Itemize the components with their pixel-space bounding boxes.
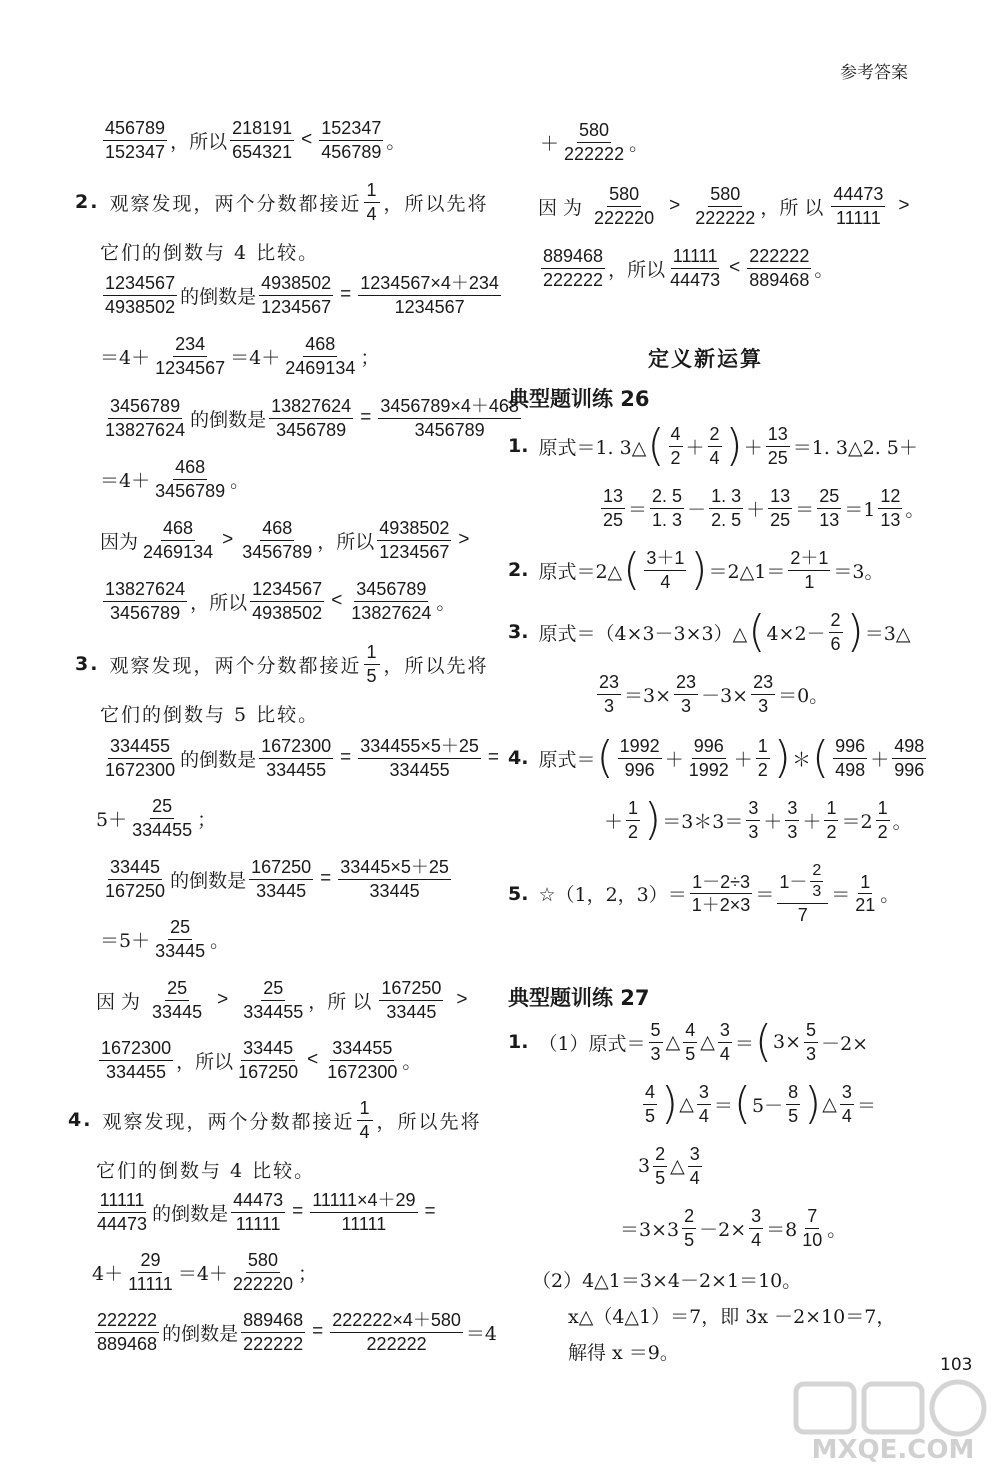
bracket: )	[690, 544, 708, 596]
fraction: $\frac{2+1}{1}$	[790, 548, 829, 592]
fraction: $\frac{5}{3}$	[650, 1020, 661, 1064]
s1-cont: $\frac{4}{5}$ ) △ $\frac{3}{4}$ ＝ ( 5－ $\frac{8}{5}$ ) △ $\frac{3}{4}$ ＝	[645, 1078, 876, 1130]
watermark-logo	[788, 1378, 998, 1466]
bracket: (	[754, 1016, 773, 1068]
page-number: 103	[940, 1355, 973, 1375]
fraction: $\frac{4}{2}$	[670, 424, 681, 468]
operator: =	[424, 1201, 436, 1223]
fraction: $\frac{3}{4}$	[698, 1082, 709, 1126]
fraction: $\frac{4}{5}$	[685, 1020, 696, 1064]
fraction: $\frac{498}{996}$	[894, 736, 925, 780]
fraction: $\frac{44473}{11111}$	[233, 1190, 284, 1234]
line-l8: $\frac{13827624}{3456789}$ ，所以 $\frac{1234567}{4938502}$ < $\frac{3456789}{13827624}$ 。	[105, 579, 456, 623]
s1: 1. （1）原式＝ $\frac{5}{3}$ △ $\frac{4}{5}$ △ $\frac{3}{4}$ ＝ ( 3× $\frac{5}{3}$ －2×	[508, 1016, 869, 1068]
line-l14: 因 为 $\frac{25}{33445}$ > $\frac{25}{334455}$ ，所 以 $\frac{167250}{33445}$ >	[96, 978, 468, 1022]
fraction: $\frac{1}{2}$	[877, 798, 888, 842]
operator: >	[217, 989, 229, 1011]
bracket: )	[661, 1078, 679, 1130]
line-l3: $\frac{1234567}{4938502}$ 的倒数是 $\frac{4938502}{1234567}$ = $\frac{1234567\times 4+234}{1234567}$	[105, 273, 499, 317]
operator: =	[312, 1321, 324, 1343]
item-number: 1.	[508, 435, 529, 458]
fraction: $\frac{3}{3}$	[787, 798, 798, 842]
fraction: $\frac{468}{3456789}$	[155, 457, 226, 501]
fraction: $\frac{334455}{1672300}$	[327, 1038, 398, 1082]
fraction: $\frac{5}{3}$	[806, 1020, 817, 1064]
operator: =	[340, 284, 352, 306]
problem-4: 4. 观察发现，两个分数都接近 $\frac{1}{4}$ ，所以先将	[68, 1098, 482, 1142]
fraction: $\frac{222222\times 4+580}{222222}$	[332, 1310, 461, 1354]
fraction: $\frac{1672300}{334455}$	[101, 1038, 172, 1082]
fraction: $\frac{2}{6}$	[830, 610, 841, 654]
operator: >	[669, 195, 681, 217]
fraction: $\frac{468}{2469134}$	[285, 334, 356, 378]
fraction: $\frac{13}{25}$	[770, 486, 791, 530]
fraction: $\frac{4}{5}$	[645, 1082, 656, 1126]
q2: 2. 原式＝2△ ( $\frac{3+1}{4}$ ) ＝2△1＝ $\frac{2+1}{1}$ ＝3。	[508, 544, 884, 596]
fraction: $\frac{33445}{167250}$	[238, 1038, 299, 1082]
running-header: 参考答案	[840, 63, 908, 83]
item-number: 3.	[75, 653, 100, 676]
item-number: 4.	[68, 1109, 93, 1132]
bracket: )	[773, 732, 791, 784]
fraction: $\frac{1-2\div 3}{1+2\times 3}$	[691, 871, 751, 916]
fraction: $\frac{7}{10}$	[802, 1206, 823, 1250]
bracket: (	[623, 544, 641, 596]
line-l17: $\frac{11111}{44473}$ 的倒数是 $\frac{44473}{11111}$ = $\frac{11111\times 4+29}{11111}$ =	[97, 1190, 436, 1234]
fraction: $\frac{2}{5}$	[684, 1206, 695, 1250]
fraction: $\frac{1672300}{334455}$	[261, 736, 332, 780]
q3: 3. 原式＝（4×3－3×3）△ ( 4×2－ $\frac{2}{6}$ ) ＝3△	[508, 606, 911, 658]
bracket: (	[647, 420, 665, 472]
q1: 1. 原式＝1. 3△ ( $\frac{4}{2}$ ＋ $\frac{2}{4}$ ) ＋ $\frac{13}{25}$ ＝1. 3△2. 5＋	[508, 420, 918, 472]
fraction: $\frac{456789}{152347}$	[105, 118, 166, 162]
operator: =	[340, 747, 352, 769]
fraction: $\frac{13}{25}$	[603, 486, 624, 530]
fraction: $\frac{3456789\times 4+468}{3456789}$	[380, 396, 519, 440]
fraction: $\frac{996}{1992}$	[688, 736, 729, 780]
bracket: )	[644, 794, 662, 846]
problem-4-cont: 它们的倒数与 4 比较。	[96, 1160, 316, 1182]
training-27-title: 典型题训练 27	[508, 986, 650, 1010]
fraction: $\frac{222222}{889468}$	[749, 246, 810, 290]
fraction: $\frac{11111}{44473}$	[97, 1190, 148, 1234]
fraction: $\frac{468}{3456789}$	[242, 518, 313, 562]
s3: x△（4△1）＝7，即 3x －2×10＝7，	[568, 1306, 896, 1328]
q5: 5. ☆（1，2，3）＝ $\frac{1-2\div 3}{1+2\times 3}$ ＝ 1－ $\frac{2}{3}$ 7 ＝ $\frac{1}{21}$ 。	[508, 862, 900, 925]
fraction: $\frac{2}{5}$	[655, 1144, 666, 1188]
s1-cont3: ＝3×3 $\frac{2}{5}$ －2× $\frac{3}{4}$ ＝8 $\frac{7}{10}$ 。	[620, 1206, 847, 1250]
operator: <	[331, 590, 343, 612]
fraction: $\frac{1}{2}$	[628, 798, 639, 842]
operator: >	[456, 989, 468, 1011]
bracket: )	[846, 606, 864, 658]
bracket: (	[733, 1078, 752, 1130]
fraction: $\frac{23}{3}$	[599, 672, 620, 716]
line-r0: ＋ $\frac{580}{222222}$ 。	[540, 120, 649, 164]
fraction: $\frac{3}{3}$	[748, 798, 759, 842]
item-number: 5.	[508, 882, 529, 905]
fraction: $\frac{12}{13}$	[880, 486, 901, 530]
fraction: $\frac{3+1}{4}$	[646, 548, 685, 592]
fraction: $\frac{13}{25}$	[767, 424, 788, 468]
fraction: $\frac{3}{4}$	[689, 1144, 700, 1188]
operator: >	[458, 529, 470, 551]
fraction: $\frac{4938502}{1234567}$	[379, 518, 450, 562]
problem-2-cont: 它们的倒数与 4 比较。	[100, 242, 320, 264]
operator: >	[898, 195, 910, 217]
fraction: $\frac{580}{222222}$	[695, 184, 756, 228]
bracket: (	[811, 732, 830, 784]
bracket: )	[725, 420, 743, 472]
fraction: $\frac{889468}{222222}$	[243, 1310, 304, 1354]
fraction: $\frac{2}{3}$	[812, 862, 822, 901]
item-number: 2.	[508, 559, 529, 582]
fraction: $\frac{11111\times 4+29}{11111}$	[312, 1190, 416, 1234]
fraction: $\frac{8}{5}$	[788, 1082, 799, 1126]
line-r2: $\frac{889468}{222222}$ ，所以 $\frac{11111}{44473}$ < $\frac{222222}{889468}$ 。	[543, 246, 834, 290]
fraction: $\frac{11111}{44473}$	[670, 246, 721, 290]
fraction: $\frac{218191}{654321}$	[232, 118, 293, 162]
item-number: 3.	[508, 621, 529, 644]
line-l13: ＝5＋ $\frac{25}{33445}$ 。	[100, 917, 230, 961]
fraction: $\frac{25}{334455}$	[243, 978, 304, 1022]
line-l4: ＝4＋ $\frac{234}{1234567}$ ＝4＋ $\frac{468}{2469134}$ ；	[100, 334, 380, 378]
fraction: $\frac{33445\times 5+25}{33445}$	[340, 857, 449, 901]
fraction: $\frac{3}{4}$	[719, 1020, 730, 1064]
fraction: $\frac{222222}{889468}$	[97, 1310, 158, 1354]
operator: <	[307, 1049, 319, 1071]
fraction: $\frac{1234567}{4938502}$	[105, 273, 176, 317]
fraction: $\frac{3456789}{13827624}$	[105, 396, 186, 440]
line-l7: 因为 $\frac{468}{2469134}$ > $\frac{468}{3456789}$ ，所以 $\frac{4938502}{1234567}$ >	[100, 518, 470, 562]
fraction: $\frac{13827624}{3456789}$	[105, 579, 186, 623]
fraction: $\frac{25}{33445}$	[152, 978, 203, 1022]
line-l10: $\frac{334455}{1672300}$ 的倒数是 $\frac{1672300}{334455}$ = $\frac{334455\times 5+25}{334455}$ =	[105, 736, 499, 780]
fraction: $\frac{1. 3}{2. 5}$	[711, 486, 742, 530]
fraction: $\frac{889468}{222222}$	[543, 246, 604, 290]
fraction: $\frac{1}{2}$	[826, 798, 837, 842]
item-number: 1.	[508, 1031, 529, 1054]
operator: <	[729, 257, 741, 279]
fraction: $\frac{1}{21}$	[855, 871, 876, 916]
operator: <	[301, 129, 313, 151]
item-number: 2.	[75, 191, 100, 214]
fraction: $\frac{334455\times 5+25}{334455}$	[360, 736, 479, 780]
q4-cont: ＋ $\frac{1}{2}$ ) ＝3＊3＝ $\frac{3}{3}$ ＋ $\frac{3}{3}$ ＋ $\frac{1}{2}$ ＝2 $\frac{1}{2}$ 。	[604, 794, 912, 846]
line-l18: 4＋ $\frac{29}{11111}$ ＝4＋ $\frac{580}{222220}$ ；	[92, 1250, 317, 1294]
line-l6: ＝4＋ $\frac{468}{3456789}$ 。	[100, 457, 250, 501]
s1-cont2: 3 $\frac{2}{5}$ △ $\frac{3}{4}$	[638, 1144, 700, 1188]
line-l0: $\frac{456789}{152347}$ ，所以 $\frac{218191}{654321}$ < $\frac{152347}{456789}$ 。	[105, 118, 406, 162]
line-l15: $\frac{1672300}{334455}$ ，所以 $\frac{33445}{167250}$ < $\frac{334455}{1672300}$ 。	[101, 1038, 422, 1082]
fraction: $\frac{1}{5}$	[366, 642, 379, 686]
bracket: )	[804, 1078, 822, 1130]
fraction: $\frac{580}{222220}$	[594, 184, 655, 228]
fraction: $\frac{3456789}{13827624}$	[351, 579, 432, 623]
operator: >	[222, 529, 234, 551]
bracket: (	[748, 606, 766, 658]
q4: 4. 原式＝ ( $\frac{1992}{996}$ ＋ $\frac{996}{1992}$ ＋ $\frac{1}{2}$ ) ＊ ( $\frac{996}{498}$ ＋ $\frac{498}{996}$	[508, 732, 925, 784]
item-number: 4.	[508, 747, 529, 770]
s2: （2）4△1＝3×4－2×1＝10。	[532, 1270, 802, 1292]
fraction: $\frac{4938502}{1234567}$	[261, 273, 332, 317]
operator: =	[320, 868, 332, 890]
fraction: $\frac{25}{13}$	[819, 486, 840, 530]
fraction: $\frac{580}{222220}$	[232, 1250, 293, 1294]
fraction: $\frac{3}{4}$	[841, 1082, 852, 1126]
fraction: $\frac{23}{3}$	[676, 672, 697, 716]
fraction: $\frac{1234567}{4938502}$	[252, 579, 323, 623]
line-l19: $\frac{222222}{889468}$ 的倒数是 $\frac{889468}{222222}$ = $\frac{222222\times 4+580}{222222}$ ＝4	[97, 1310, 497, 1354]
fraction: $\frac{2. 5}{1. 3}$	[652, 486, 683, 530]
complex-fraction: 1－ $\frac{2}{3}$ 7	[777, 862, 828, 925]
fraction: $\frac{167250}{33445}$	[251, 857, 312, 901]
fraction: $\frac{29}{11111}$	[128, 1250, 173, 1294]
fraction: $\frac{2}{4}$	[709, 424, 720, 468]
fraction: $\frac{234}{1234567}$	[155, 334, 226, 378]
fraction: $\frac{13827624}{3456789}$	[271, 396, 352, 440]
watermark-text: MXQE.COM	[811, 1435, 975, 1465]
fraction: $\frac{1992}{996}$	[619, 736, 660, 780]
fraction: $\frac{25}{33445}$	[155, 917, 206, 961]
q3-cont: $\frac{23}{3}$ ＝3× $\frac{23}{3}$ －3× $\frac{23}{3}$ ＝0。	[599, 672, 829, 716]
fraction: $\frac{334455}{1672300}$	[105, 736, 176, 780]
line-r1: 因 为 $\frac{580}{222220}$ > $\frac{580}{222222}$ ，所 以 $\frac{44473}{11111}$ >	[538, 184, 910, 228]
fraction: $\frac{3}{4}$	[751, 1206, 762, 1250]
line-l5: $\frac{3456789}{13827624}$ 的倒数是 $\frac{13827624}{3456789}$ = $\frac{3456789\times 4+468}{3456789}$	[105, 396, 519, 440]
operator: =	[360, 407, 372, 429]
fraction: $\frac{1}{2}$	[757, 736, 768, 780]
bracket: (	[596, 732, 614, 784]
fraction: $\frac{468}{2469134}$	[143, 518, 214, 562]
fraction: $\frac{1}{4}$	[359, 1098, 372, 1142]
operator: =	[292, 1201, 304, 1223]
problem-2: 2. 观察发现，两个分数都接近 $\frac{1}{4}$ ，所以先将	[75, 180, 489, 224]
fraction: $\frac{1}{4}$	[366, 180, 379, 224]
line-l12: $\frac{33445}{167250}$ 的倒数是 $\frac{167250}{33445}$ = $\frac{33445\times 5+25}{33445}$	[105, 857, 449, 901]
operator: =	[487, 747, 499, 769]
fraction: $\frac{580}{222222}$	[564, 120, 625, 164]
s4: 解得 x ＝9。	[568, 1342, 679, 1364]
fraction: $\frac{33445}{167250}$	[105, 857, 166, 901]
fraction: $\frac{152347}{456789}$	[321, 118, 382, 162]
fraction: $\frac{996}{498}$	[835, 736, 866, 780]
section-title: 定义新运算	[648, 347, 763, 371]
problem-3: 3. 观察发现，两个分数都接近 $\frac{1}{5}$ ，所以先将	[75, 642, 489, 686]
q1-cont: $\frac{13}{25}$ ＝ $\frac{2. 5}{1. 3}$ － $\frac{1. 3}{2. 5}$ ＋ $\frac{13}{25}$ ＝ $\frac{25}{13}$ ＝1 $\frac{12}{13}$ 。	[603, 486, 925, 530]
fraction: $\frac{23}{3}$	[753, 672, 774, 716]
problem-3-cont: 它们的倒数与 5 比较。	[100, 704, 320, 726]
fraction: $\frac{44473}{11111}$	[833, 184, 884, 228]
fraction: $\frac{167250}{33445}$	[381, 978, 442, 1022]
fraction: $\frac{25}{334455}$	[132, 796, 193, 840]
line-l11: 5＋ $\frac{25}{334455}$ ；	[96, 796, 217, 840]
fraction: $\frac{1234567\times 4+234}{1234567}$	[360, 273, 499, 317]
training-26-title: 典型题训练 26	[508, 387, 650, 411]
